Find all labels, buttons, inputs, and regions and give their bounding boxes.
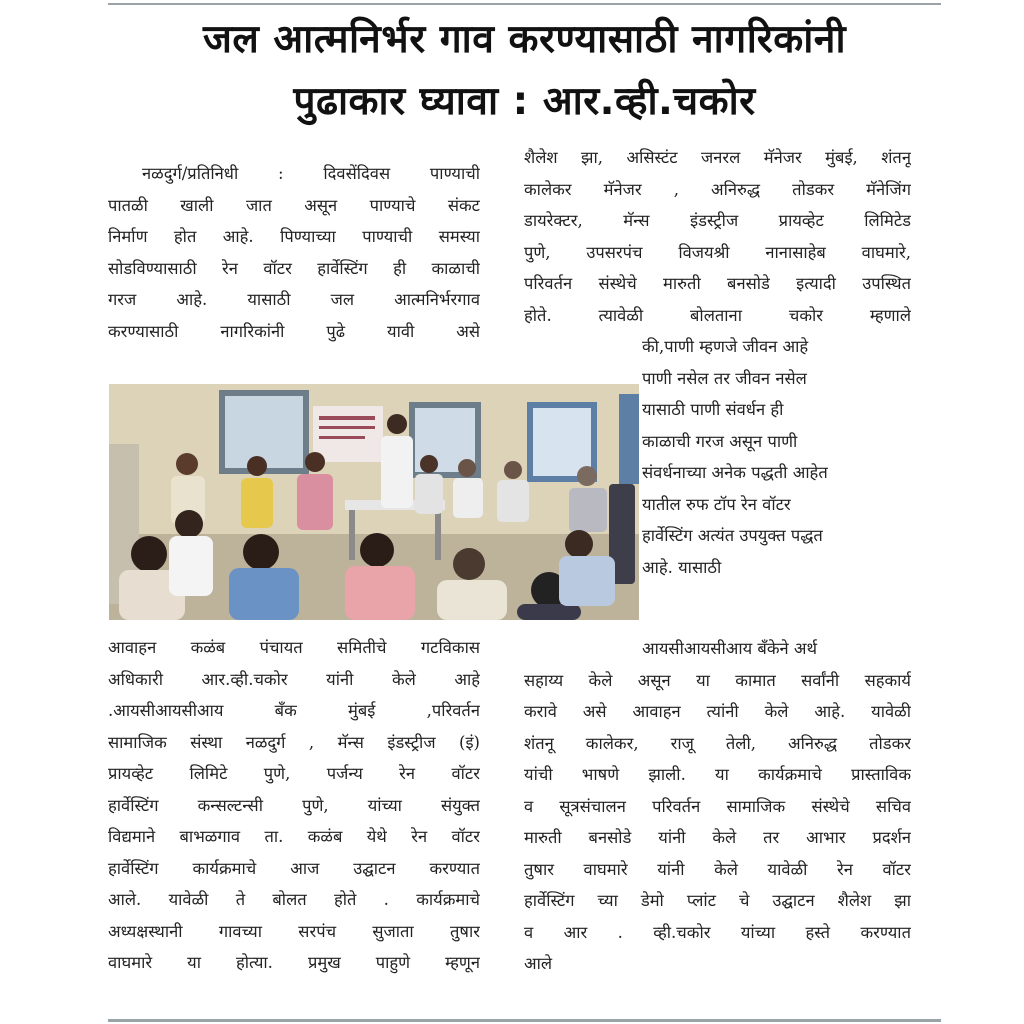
headline-line-1: जल आत्मनिर्भर गाव करण्यासाठी नागरिकांनी [202,17,847,62]
text-line: यासाठी पाणी संवर्धन ही [642,400,784,419]
text-line: परिवर्तन संस्थेचे मारुती बनसोडे इत्यादी उपस्थित [524,274,911,293]
text-line: प्रायव्हेट लिमिटे पुणे, पर्जन्य रेन वॉटर [108,764,480,783]
text-line: होते. त्यावेळी बोलताना चकोर म्हणाले [524,305,911,325]
text-line: आवाहन कळंब पंचायत समितीचे गटविकास [108,638,480,657]
text-line: यांची भाषणे झाली. या कार्यक्रमाचे प्रास्ताविक [524,765,911,784]
text-line: आहे. यासाठी [642,557,722,577]
text-line: पुणे, उपसरपंच विजयश्री नानासाहेब वाघमारे, [524,242,911,262]
photo-icon [109,384,639,620]
text-line: सोडविण्यासाठी रेन वॉटर हार्वेस्टिंग ही काळाची [108,258,480,278]
text-line: व आर . व्ही.चकोर यांच्या हस्ते करण्यात [524,922,911,942]
text-line: व सूत्रसंचालन परिवर्तन सामाजिक संस्थेचे सचिव [524,796,911,816]
text-line: मारुती बनसोडे यांनी केले तर आभार प्रदर्शन [524,828,911,847]
text-line: करावे असे आवाहन त्यांनी केले आहे. यावेळी [524,702,911,721]
text-line: शंतनू कालेकर, राजू तेली, अनिरुद्ध तोडकर [524,733,911,753]
text-line: निर्माण होत आहे. पिण्याच्या पाण्याची समस्या [108,227,480,246]
text-line: .आयसीआयसीआय बँक मुंबई ,परिवर्तन [108,701,480,720]
text-line: की,पाणी म्हणजे जीवन आहे [642,337,809,356]
text-line: करण्यासाठी नागरिकांनी पुढे यावी असे [108,321,480,341]
column-right-bottom [524,633,911,980]
text-line: गरज आहे. यासाठी जल आत्मनिर्भरगाव [108,290,480,309]
text-line: हार्वेस्टिंग कन्सल्टन्सी पुणे, यांच्या संयुक्त [108,795,480,815]
text-line: डायरेक्टर, मॅन्स इंडस्ट्रीज प्रायव्हेट लिमिटेड [524,211,911,230]
column-left-bottom [108,632,480,979]
text-line: अधिकारी आर.व्ही.चकोर यांनी केले आहे [108,669,480,689]
text-line: कालेकर मॅनेजर , अनिरुद्ध तोडकर मॅनेजिंग [524,179,911,199]
bottom-rule [108,1019,941,1022]
text-line: वाघमारे या होत्या. प्रमुख पाहुणे म्हणून [108,953,480,972]
text-line: आले. यावेळी ते बोलत होते . कार्यक्रमाचे [108,890,480,909]
text-line: अध्यक्षस्थानी गावच्या सरपंच सुजाता तुषार [108,921,480,941]
meeting-photo [109,384,639,620]
text-line: आले [524,954,553,973]
text-line: काळाची गरज असून पाणी [642,431,798,451]
text-line: पातळी खाली जात असून पाण्याचे संकट [108,195,480,215]
text-line: नळदुर्ग/प्रतिनिधी : दिवसेंदिवस पाण्याची [142,164,480,183]
text-line: आयसीआयसीआय बँकेने अर्थ [642,639,818,658]
text-line: हार्वेस्टिंग कार्यक्रमाचे आज उद्घाटन करण्यात [108,858,480,878]
text-line: यातील रुफ टॉप रेन वॉटर [642,494,791,514]
text-line: विद्यमाने बाभळगाव ता. कळंब येथे रेन वॉटर [108,827,480,846]
text-line: हार्वेस्टिंग अत्यंत उपयुक्त पद्धत [642,526,823,545]
top-rule [108,3,941,5]
text-line: हार्वेस्टिंग च्या डेमो प्लांट चे उद्घाटन शैलेश झा [524,891,911,910]
text-line: तुषार वाघमारे यांनी केले यावेळी रेन वॉटर [524,859,911,879]
text-line: संवर्धनाच्या अनेक पद्धती आहेत [642,463,828,482]
text-line: शैलेश झा, असिस्टंट जनरल मॅनेजर मुंबई, शंतनू [524,148,911,167]
text-line: सामाजिक संस्था नळदुर्ग , मॅन्स इंडस्ट्रीज (इं) [108,732,480,752]
text-line: पाणी नसेल तर जीवन नसेल [642,368,807,388]
text-line: सहाय्य केले असून या कामात सर्वांनी सहकार्य [524,670,911,690]
headline-line-2: पुढाकार घ्यावा : आर.व्ही.चकोर [293,79,756,124]
column-left-top [108,158,480,347]
